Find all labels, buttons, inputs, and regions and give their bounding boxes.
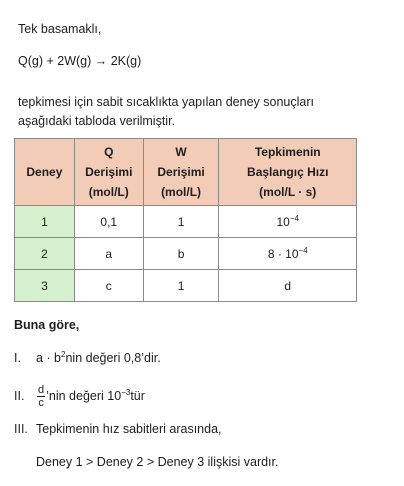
roman-numeral: II. [14, 388, 25, 403]
statement-3-text: Tepkimenin hız sabitleri arasında, [36, 422, 222, 436]
header-initial-rate [219, 139, 357, 206]
header-rate-line-3: (mol/L · s) [259, 185, 317, 199]
paragraph-line-1: tepkimesi için sabit sıcaklıkta yapılan deney sonuçları [18, 95, 314, 109]
q-cell: c [74, 270, 143, 302]
statement-2 [14, 384, 145, 409]
table-row [15, 270, 357, 302]
rate-cell [219, 270, 357, 302]
header-w-line-2: Derişimi [157, 165, 205, 179]
rate-base: 10 [276, 215, 290, 229]
q-cell: 0,1 [74, 206, 143, 238]
intro-text: Tek basamaklı, [18, 22, 102, 36]
table-row [15, 206, 357, 238]
fraction-numerator: d [38, 384, 45, 396]
deney-cell: 2 [15, 238, 75, 270]
roman-numeral: I. [14, 351, 21, 365]
header-rate-line-1: Tepkimenin [254, 145, 321, 159]
rate-cell [219, 238, 357, 270]
header-q-concentration [74, 139, 143, 206]
statement-1-exponent: 2 [61, 350, 66, 359]
fraction-d-over-c [37, 384, 45, 409]
header-w-line-3: (mol/L) [161, 185, 202, 199]
q-cell: a [74, 238, 143, 270]
roman-numeral: III. [14, 422, 28, 436]
w-cell: b [143, 238, 219, 270]
header-deney-label: Deney [26, 165, 63, 179]
statement-3 [14, 422, 222, 436]
reaction-equation: Q(g) + 2W(g) → 2K(g) [18, 54, 142, 68]
statement-2-exponent: −3 [121, 387, 131, 397]
w-cell: 1 [143, 206, 219, 238]
question-lead: Buna göre, [14, 318, 80, 332]
header-deney [15, 139, 75, 206]
header-w-concentration [143, 139, 219, 206]
rate-exponent: −4 [298, 246, 308, 255]
rate-base: d [284, 278, 292, 293]
header-q-line-2: Derişimi [85, 165, 133, 179]
rate-exponent: −4 [289, 214, 299, 223]
statement-3-continuation: Deney 1 > Deney 2 > Deney 3 ilişkisi vardır. [36, 455, 279, 469]
w-cell: 1 [143, 270, 219, 302]
statement-1-post: nin değeri 0,8’dir. [65, 351, 161, 365]
statement-1 [14, 350, 161, 365]
table-row [15, 238, 357, 270]
rate-base: 8 · 10 [267, 247, 299, 261]
header-rate-line-2: Başlangıç Hızı [247, 165, 329, 179]
deney-cell: 3 [15, 270, 75, 302]
fraction-denominator: c [38, 397, 44, 409]
paragraph-line-2: aşağıdaki tabloda verilmiştir. [18, 114, 176, 128]
deney-cell: 1 [15, 206, 75, 238]
rate-cell [219, 206, 357, 238]
experiment-table [14, 138, 357, 302]
header-w-line-1: W [175, 145, 187, 159]
header-q-line-3: (mol/L) [88, 185, 129, 199]
table-header-row [15, 139, 357, 206]
statement-1-pre: a · b [36, 351, 62, 365]
header-q-line-1: Q [104, 145, 114, 159]
statement-2-mid: ’nin değeri 10 [46, 388, 122, 403]
statement-2-post: tür [130, 388, 145, 403]
